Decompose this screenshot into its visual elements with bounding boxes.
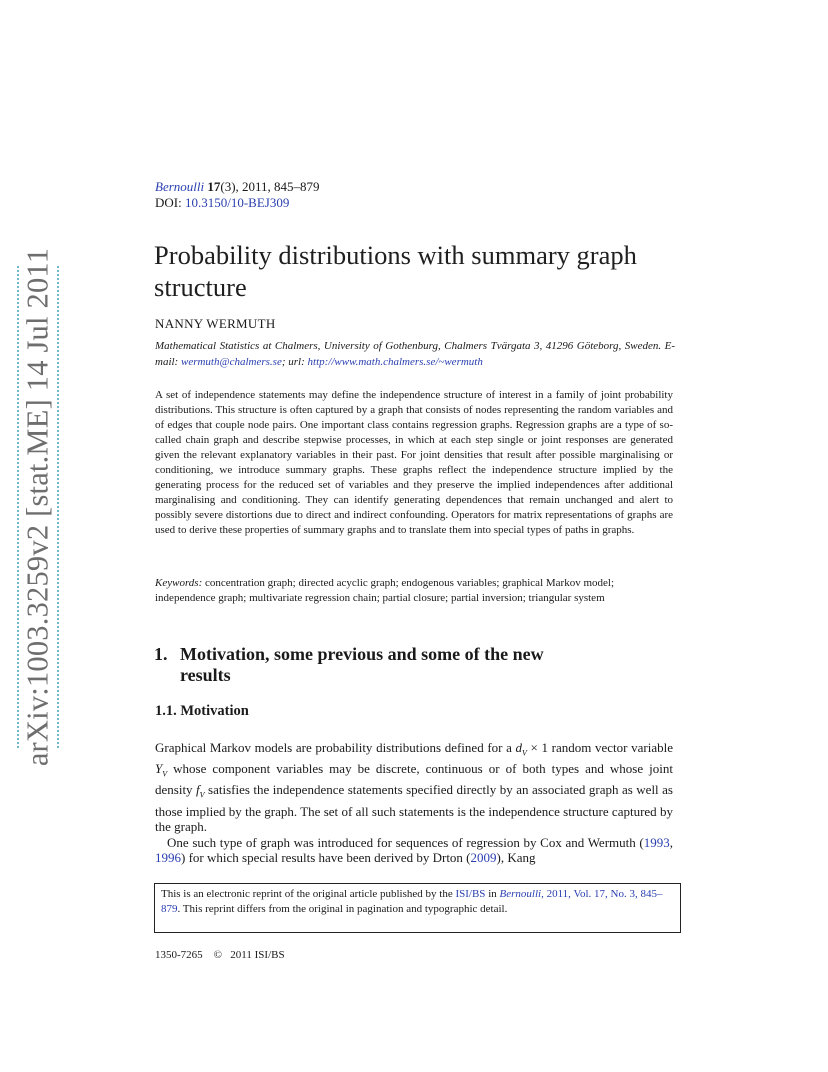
abstract: A set of independence statements may define the independence structure of interest in a family of joint probability distributions. This structure is often captured by a graph that consists of nodes representing the random variables and of edges that couple node pairs. One important class contains regression graphs. Regression graphs are a type of so-called chain graph and describe stepwise processes, in which at each step single or joint responses are generated given the relevant explanatory variables in their past. For joint densities that result after possible marginalising or conditioning, we introduce summary graphs. These graphs reflect the independence structure implied by the generating process for the reduced set of variables and they preserve the implied independences after additional marginalising and conditioning. They can identify generating dependences that remain unchanged and alert to possibly severe distortions due to direct and indirect confounding. Operators for matrix representations of graphs are used to derive these properties of summary graphs and to translate them into special types of paths in graphs. — [155, 389, 673, 536]
url-label: ; url: — [281, 356, 308, 368]
doi-label: DOI: — [155, 195, 182, 210]
paper-title: Probability distributions with summary graph structure — [154, 240, 637, 302]
section-title-line1: Motivation, some previous and some of the new — [180, 644, 544, 664]
subsection-number: 1.1. — [155, 703, 177, 719]
text-run: . This reprint differs from the original in pagination and typographic detail. — [177, 902, 508, 915]
text-run: ) for which special results have been derived by Drton ( — [181, 850, 471, 866]
journal-link[interactable]: Bernoulli — [155, 179, 205, 194]
math-var: d — [515, 740, 523, 755]
paragraph — [155, 740, 673, 835]
text-run: satisfies the independence statements specified directly by an associated graph as well as those implied by the graph. The set of all such statements is the independence structure captured by the graph. — [155, 782, 673, 835]
paragraph — [155, 835, 673, 866]
volume: 17 — [207, 179, 221, 194]
arxiv-stamp — [17, 247, 59, 767]
reprint-notice — [154, 883, 681, 933]
section-heading — [154, 644, 544, 686]
citation-link[interactable]: 1996 — [155, 850, 181, 866]
text-run: , — [669, 834, 673, 850]
publisher-link[interactable]: ISI/BS — [455, 888, 486, 900]
math-subscript: V — [522, 748, 527, 758]
doi-line — [155, 195, 320, 211]
homepage-link[interactable]: http://www.math.chalmers.se/~wermuth — [307, 356, 483, 368]
footer — [155, 949, 285, 961]
copyright-holder: 2011 ISI/BS — [230, 949, 285, 961]
keywords — [155, 576, 673, 605]
math-subscript: V — [162, 769, 168, 779]
affiliation-text: Mathematical Statistics at Chalmers, University of Gothenburg, Chalmers Tvärgata 3, 41296 Göteborg, Sweden. E-mail: — [155, 340, 675, 368]
text-run: , — [541, 888, 544, 900]
text-run: ), Kang — [496, 850, 536, 866]
section-title-line2: results — [180, 665, 231, 685]
author-name: NANNY WERMUTH — [155, 316, 276, 331]
citation-link[interactable]: 1993 — [643, 834, 670, 850]
keywords-label: Keywords: — [155, 577, 203, 589]
issue-pages: (3), 2011, 845–879 — [220, 179, 320, 194]
keywords-list: concentration graph; directed acyclic graph; endogenous variables; graphical Markov model; independence graph; multivariate regression chain; partial closure; partial inversion; triangular system — [155, 577, 614, 604]
citation-link[interactable]: 2009 — [470, 850, 497, 866]
section-number: 1. — [154, 644, 168, 664]
text-run: Graphical Markov models are probability distributions defined for a — [155, 740, 516, 755]
subsection-title: Motivation — [180, 703, 249, 719]
journal-link[interactable]: Bernoulli — [499, 888, 542, 900]
journal-header — [155, 179, 320, 211]
email-link[interactable]: wermuth@chalmers.se — [180, 356, 282, 368]
text-run: × 1 random vector variable — [526, 740, 673, 755]
text-run: One such type of graph was introduced for sequences of regression by Cox and Wermuth ( — [167, 834, 644, 850]
doi-link[interactable]: 10.3150/10-BEJ309 — [184, 195, 290, 210]
subsection-heading — [155, 703, 249, 720]
arxiv-identifier: arXiv:1003.3259v2 [stat.ME] 14 Jul 2011 — [20, 247, 55, 767]
math-var: Y — [155, 761, 163, 777]
body-text — [155, 740, 673, 866]
math-var: f — [196, 782, 200, 798]
text-run: whose component variables may be discrete, continuous or of both types and whose joint density — [155, 761, 673, 798]
issn: 1350-7265 — [155, 949, 203, 961]
text-run: in — [485, 888, 500, 900]
math-subscript: V — [199, 790, 205, 800]
affiliation — [155, 338, 675, 370]
copyright-icon: © — [213, 949, 223, 961]
volume-link[interactable]: 2011, Vol. 17, No. 3, 845–879 — [161, 888, 663, 915]
text-run: This is an electronic reprint of the original article published by the — [161, 888, 456, 900]
citation-line — [155, 179, 320, 195]
